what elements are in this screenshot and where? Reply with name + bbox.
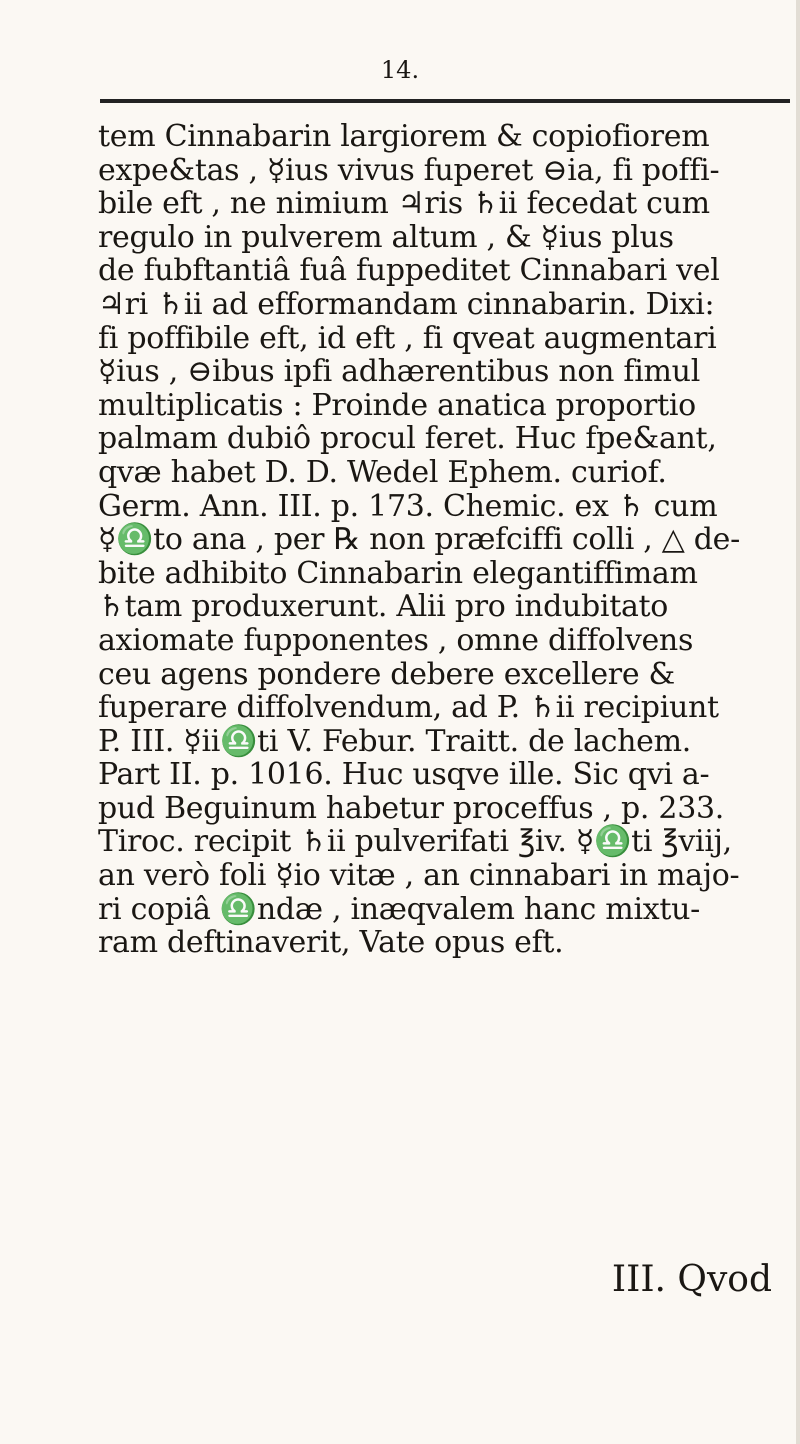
body-text — [98, 120, 793, 960]
text-line: expe&tas , ☿ius vivus fuperet ⊖ia, fi poffi- — [98, 152, 720, 188]
text-line: bite adhibito Cinnabarin elegantiffimam — [98, 555, 698, 591]
text-line: fuperare diffolvendum, ad P. ♄ii recipiunt — [98, 690, 719, 726]
text-line: regulo in pulverem altum , & ☿ius plus — [98, 219, 674, 255]
text-line: Germ. Ann. III. p. 173. Chemic. ex ♄ cum — [98, 488, 718, 524]
catchword: III. Qvod — [611, 1259, 772, 1300]
text-line: bile eft , ne nimium ♃ris ♄ii fecedat cum — [98, 186, 710, 222]
text-line: de fubftantiâ fuâ fuppeditet Cinnabari vel — [98, 253, 720, 289]
text-line: ri copiâ ♎ndæ , inæqvalem hanc mixtu- — [98, 891, 700, 927]
text-line: tem Cinnabarin largiorem & copiofiorem — [98, 119, 710, 154]
page-edge — [796, 0, 800, 1444]
text-line: Tiroc. recipit ♄ii pulverifati ℥iv. ☿♎ti ℥viij, — [98, 824, 732, 860]
text-line: ceu agens pondere debere excellere & — [98, 656, 675, 692]
header-rule — [100, 99, 790, 103]
text-line: axiomate fupponentes , omne diffolvens — [98, 622, 694, 658]
text-line: an verò foli ☿io vitæ , an cinnabari in majo- — [98, 858, 740, 894]
text-line: ☿ius , ⊖ibus ipfi adhærentibus non fimul — [98, 354, 700, 390]
text-line: ram deftinaverit, Vate opus eft. — [98, 925, 564, 961]
text-line: Part II. p. 1016. Huc usqve ille. Sic qvi a- — [98, 757, 710, 793]
text-line: fi poffibile eft, id eft , fi qveat augmentari — [98, 320, 717, 356]
text-line: ☿♎to ana , per ℞ non præfciffi colli , △ de- — [98, 522, 740, 558]
text-line: P. III. ☿ii♎ti V. Febur. Traitt. de lachem. — [98, 723, 691, 759]
text-line: qvæ habet D. D. Wedel Ephem. curiof. — [98, 454, 667, 490]
text-line: ♃ri ♄ii ad efformandam cinnabarin. Dixi: — [98, 286, 715, 322]
page-number: 14. — [380, 56, 420, 84]
text-line: multiplicatis : Proinde anatica proportio — [98, 387, 696, 423]
text-line: palmam dubiô procul feret. Huc fpe&ant, — [98, 421, 717, 457]
text-line: ♄tam produxerunt. Alii pro indubitato — [98, 589, 669, 625]
text-line: pud Beguinum habetur proceffus , p. 233. — [98, 790, 724, 826]
